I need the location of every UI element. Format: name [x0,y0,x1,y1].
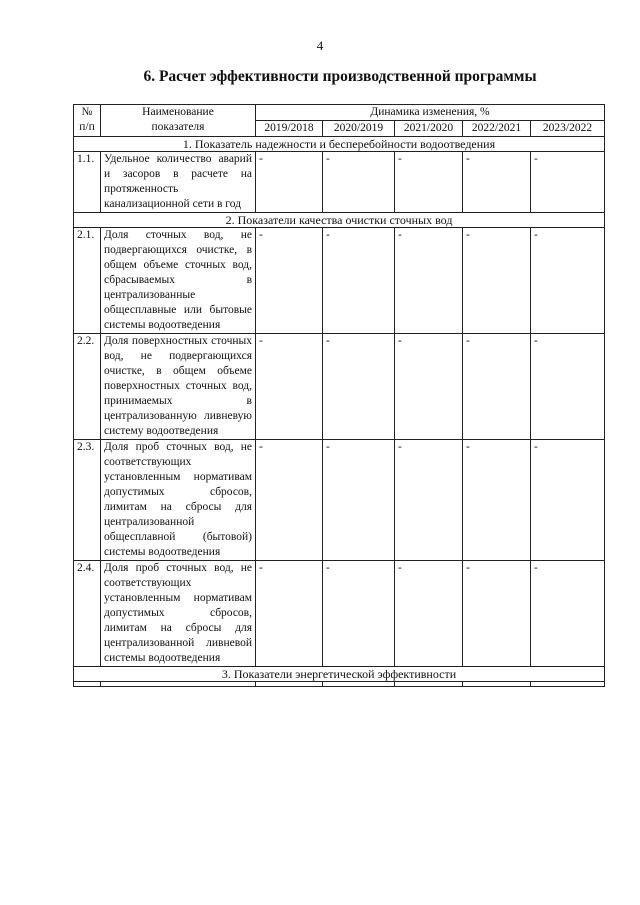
row-value: - [323,440,395,561]
row-name: Доля проб сточных вод, не соответствующих установленным нормативам допустимых сбросов, лимитам на сбросы для централизованной общесплавной (бытовой) системы водоотведения [101,440,256,561]
row-value: - [463,228,531,334]
row-value: - [463,561,531,667]
table-row [74,228,605,334]
header-row-1 [74,105,605,121]
row-name: Доля сточных вод, не подвергающихся очистке, в общем объеме сточных вод, сбрасываемых в централизованные общесплавные или бытовые системы водоотведения [101,228,256,334]
year-header: 2019/2018 [256,121,323,137]
row-value: - [323,228,395,334]
row-value: - [256,334,323,440]
row-name: Удельное количество аварий и засоров в расчете на протяженность канализационной сети в год [101,152,256,213]
year-header: 2021/2020 [395,121,463,137]
table-row [74,440,605,561]
row-number: 2.1. [74,228,101,334]
row-value: - [463,152,531,213]
col-num-header-line-2: п/п [79,121,95,133]
row-value: - [531,152,605,213]
row-value: - [463,440,531,561]
row-value: - [531,228,605,334]
row-value: - [395,334,463,440]
table-row [74,152,605,213]
table-row-cut [74,682,605,687]
row-value: - [395,561,463,667]
row-value: - [256,152,323,213]
section-heading: 1. Показатель надежности и бесперебойности водоотведения [74,137,605,152]
section-row [74,667,605,682]
row-value: - [323,561,395,667]
col-name-header-line-2: показателя [151,121,205,133]
row-value: - [531,561,605,667]
col-name-header-line-1: Наименование [142,106,214,118]
section-heading: 3. Показатели энергетической эффективности [74,667,605,682]
table-row [74,334,605,440]
row-value: - [256,440,323,561]
year-header: 2023/2022 [531,121,605,137]
row-number: 2.3. [74,440,101,561]
section-row [74,137,605,152]
row-value: - [395,440,463,561]
table-row [74,561,605,667]
row-number: 2.4. [74,561,101,667]
row-value: - [395,228,463,334]
row-value: - [323,152,395,213]
col-name-header [101,105,256,137]
row-value: - [395,152,463,213]
dynamics-header: Динамика изменения, % [256,105,605,121]
year-header: 2022/2021 [463,121,531,137]
row-value: - [323,334,395,440]
row-value: - [256,561,323,667]
row-value: - [531,334,605,440]
section-title: 6. Расчет эффективности производственной программы [143,68,537,85]
row-value: - [256,228,323,334]
section-heading: 2. Показатели качества очистки сточных вод [74,213,605,228]
efficiency-table [73,104,605,687]
row-number: 1.1. [74,152,101,213]
year-header: 2020/2019 [323,121,395,137]
row-value: - [463,334,531,440]
row-value: - [531,440,605,561]
col-num-header [74,105,101,137]
row-name: Доля проб сточных вод, не соответствующих установленным нормативам допустимых сбросов, лимитам на сбросы для централизованной ливневой системы водоотведения [101,561,256,667]
col-num-header-line-1: № [81,106,93,118]
section-row [74,213,605,228]
page-number: 4 [316,38,324,53]
row-name: Доля поверхностных сточных вод, не подвергающихся очистке, в общем объеме поверхностных сточных вод, принимаемых в централизованную ливневую систему водоотведения [101,334,256,440]
row-number: 2.2. [74,334,101,440]
